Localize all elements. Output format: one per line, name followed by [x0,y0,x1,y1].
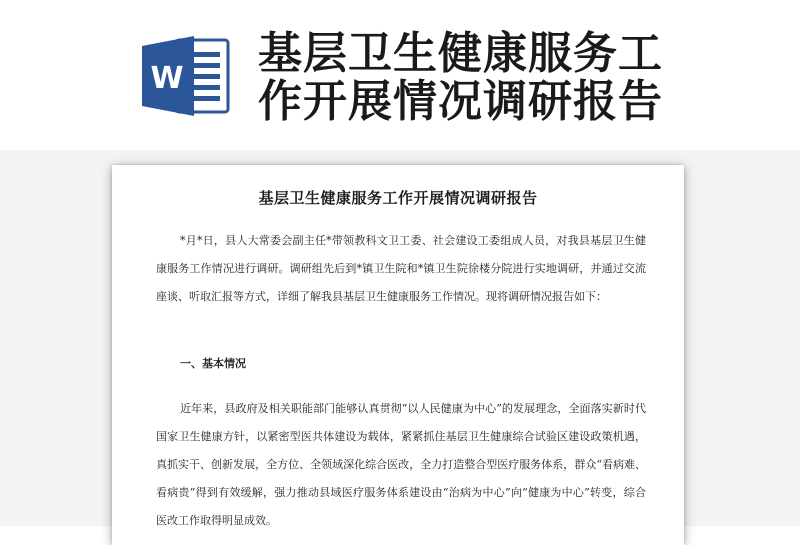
banner-title [258,30,778,126]
banner-title-line1: 基层卫生健康服务工 [258,28,663,79]
banner-title-line2: 作开展情况调研报告 [258,76,663,127]
section-paragraph: 近年来，县政府及相关职能部门能够认真贯彻“以人民健康为中心”的发展理念，全面落实新时代国家卫生健康方针，以紧密型医共体建设为载体，紧紧抓住基层卫生健康综合试验区建设政策机遇，真抓实干、创新发展，全方位、全领域深化综合医改，全力打造整合型医疗服务体系，群众“看病难、看病贵”得到有效缓解，强力推动县域医疗服务体系建设由“治病为中心”向“健康为中心”转变，综合医改工作取得明显成效。 [156,402,646,527]
word-logo-letter: W [150,61,184,96]
document-title: 基层卫生健康服务工作开展情况调研报告 [258,189,538,207]
word-document-icon [140,34,232,118]
intro-paragraph: *月*日，县人大常委会副主任*带领教科文卫工委、社会建设工委组成人员，对我县基层卫生健康服务工作情况进行调研。调研组先后到*镇卫生院和*镇卫生院徐楼分院进行实地调研，并通过交流座谈、听取汇报等方式，详细了解我县基层卫生健康服务工作情况。现将调研情况报告如下： [156,234,646,303]
section-heading: 一、基本情况 [180,357,246,370]
banner [0,0,800,150]
document-page [112,165,684,545]
